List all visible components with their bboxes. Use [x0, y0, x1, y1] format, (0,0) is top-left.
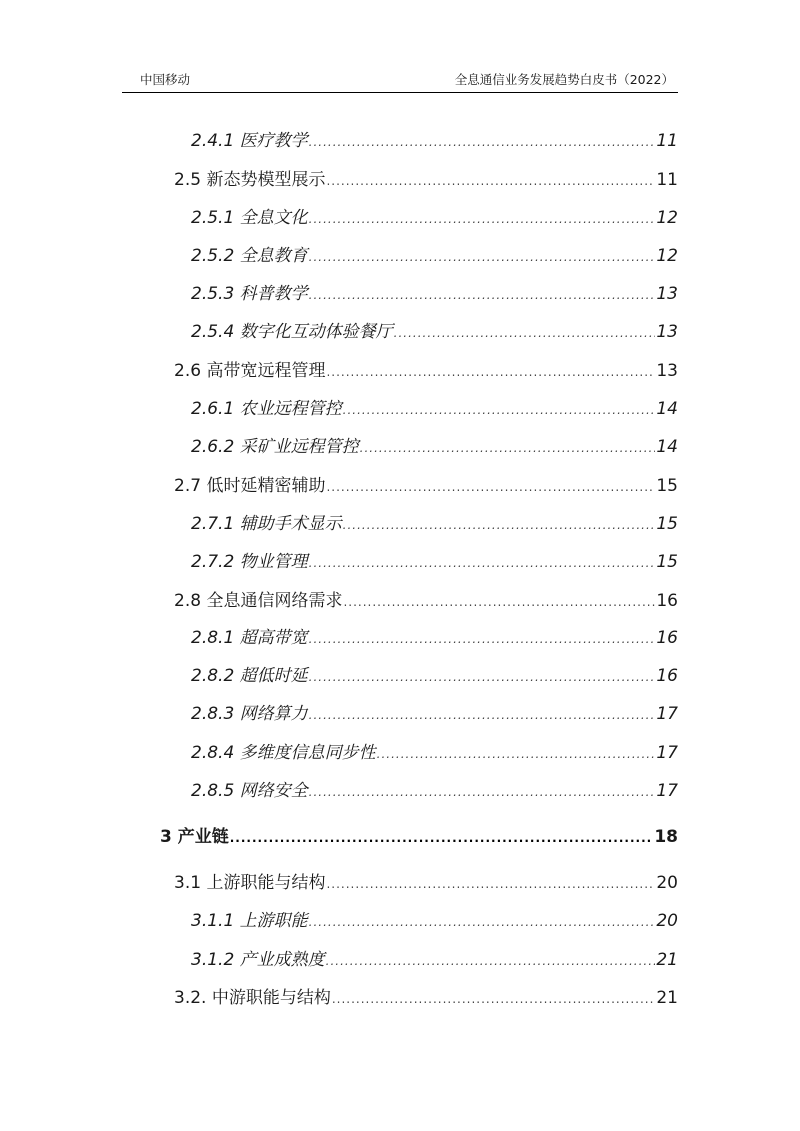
toc-dot-leader	[326, 168, 655, 194]
toc-entry[interactable]	[191, 511, 678, 537]
toc-entry[interactable]	[191, 778, 678, 804]
toc-entry-page: 21	[656, 950, 678, 970]
toc-entry-page: 17	[656, 743, 678, 763]
toc-dot-leader	[309, 779, 656, 805]
toc-entry-label: 2.8.4 多维度信息同步性	[191, 743, 376, 763]
toc-dot-leader	[326, 871, 655, 897]
toc-entry-label: 2.4.1 医疗教学	[191, 131, 308, 151]
toc-entry[interactable]	[191, 396, 678, 422]
toc-dot-leader	[309, 664, 656, 690]
toc-dot-leader	[309, 702, 656, 728]
toc-entry-label: 2.7.1 辅助手术显示	[191, 514, 342, 534]
header-left-text: 中国移动	[140, 72, 191, 87]
toc-entry[interactable]	[191, 625, 678, 651]
toc-entry-label: 2.8 全息通信网络需求	[174, 591, 343, 611]
toc-entry-page: 12	[656, 246, 678, 266]
toc-entry[interactable]	[191, 549, 678, 575]
toc-entry-label: 3 产业链	[160, 827, 229, 847]
toc-entry[interactable]	[191, 319, 678, 345]
toc-dot-leader	[343, 589, 655, 615]
toc-entry-label: 2.5.2 全息教育	[191, 246, 308, 266]
toc-entry-page: 15	[656, 552, 678, 572]
toc-dot-leader	[343, 397, 656, 423]
toc-entry-page: 11	[656, 170, 678, 190]
header-right-text: 全息通信业务发展趋势白皮书（2022）	[454, 72, 674, 87]
toc-dot-leader	[309, 626, 656, 652]
toc-entry[interactable]	[191, 740, 678, 766]
page-header	[122, 66, 678, 93]
toc-entry[interactable]	[174, 167, 678, 193]
toc-dot-leader	[377, 741, 656, 767]
toc-entry[interactable]	[191, 128, 678, 154]
toc-entry-page: 16	[656, 628, 678, 648]
toc-entry[interactable]	[174, 358, 678, 384]
toc-entry[interactable]	[174, 985, 678, 1011]
toc-entry-label: 2.5 新态势模型展示	[174, 170, 326, 190]
toc-entry-label: 2.8.1 超高带宽	[191, 628, 308, 648]
toc-entry-label: 2.5.4 数字化互动体验餐厅	[191, 322, 393, 342]
toc-entry[interactable]	[160, 824, 678, 850]
toc-entry-label: 2.8.2 超低时延	[191, 666, 308, 686]
toc-dot-leader	[360, 435, 656, 461]
toc-entry-page: 13	[656, 322, 678, 342]
toc-entry[interactable]	[191, 243, 678, 269]
toc-dot-leader	[326, 359, 655, 385]
toc-entry-label: 2.5.1 全息文化	[191, 208, 308, 228]
toc-dot-leader	[394, 320, 656, 346]
toc-entry[interactable]	[174, 588, 678, 614]
toc-entry-label: 2.7 低时延精密辅助	[174, 476, 326, 496]
toc-dot-leader	[309, 550, 656, 576]
toc-entry-label: 2.6 高带宽远程管理	[174, 361, 326, 381]
toc-entry-page: 13	[656, 361, 678, 381]
toc-entry[interactable]	[191, 701, 678, 727]
toc-dot-leader	[332, 986, 656, 1012]
toc-entry-page: 15	[656, 514, 678, 534]
toc-entry-page: 20	[656, 911, 678, 931]
toc-entry[interactable]	[174, 870, 678, 896]
toc-dot-leader	[326, 948, 656, 974]
toc-entry-page: 17	[656, 704, 678, 724]
toc-entry-page: 14	[656, 437, 678, 457]
toc-entry-label: 3.1 上游职能与结构	[174, 873, 326, 893]
toc-entry-page: 16	[656, 591, 678, 611]
toc-entry[interactable]	[191, 947, 678, 973]
toc-entry[interactable]	[191, 908, 678, 934]
toc-entry-label: 3.1.2 产业成熟度	[191, 950, 325, 970]
toc-dot-leader	[230, 825, 654, 851]
toc-entry-label: 2.7.2 物业管理	[191, 552, 308, 572]
toc-entry-page: 21	[656, 988, 678, 1008]
toc-dot-leader	[326, 474, 655, 500]
toc-dot-leader	[309, 244, 656, 270]
toc-entry-page: 15	[656, 476, 678, 496]
toc-entry[interactable]	[191, 434, 678, 460]
toc-entry-page: 14	[656, 399, 678, 419]
toc-entry-page: 17	[656, 781, 678, 801]
toc-entry[interactable]	[191, 663, 678, 689]
toc-dot-leader	[343, 512, 656, 538]
toc-entry-label: 2.8.3 网络算力	[191, 704, 308, 724]
toc-dot-leader	[309, 206, 656, 232]
toc-entry-label: 2.8.5 网络安全	[191, 781, 308, 801]
toc-entry-label: 3.1.1 上游职能	[191, 911, 308, 931]
toc-entry-label: 2.6.1 农业远程管控	[191, 399, 342, 419]
toc-entry-page: 16	[656, 666, 678, 686]
toc-entry-label: 2.5.3 科普教学	[191, 284, 308, 304]
toc-entry-label: 3.2. 中游职能与结构	[174, 988, 331, 1008]
toc-entry-page: 12	[656, 208, 678, 228]
toc-entry-page: 11	[656, 131, 678, 151]
toc-entry[interactable]	[191, 205, 678, 231]
toc-entry-page: 20	[656, 873, 678, 893]
toc-entry[interactable]	[174, 473, 678, 499]
toc-entry-page: 13	[656, 284, 678, 304]
toc-dot-leader	[309, 129, 656, 155]
toc-dot-leader	[309, 282, 656, 308]
toc-dot-leader	[309, 909, 656, 935]
toc-entry-page: 18	[654, 827, 678, 847]
toc-entry-label: 2.6.2 采矿业远程管控	[191, 437, 359, 457]
toc-entry[interactable]	[191, 281, 678, 307]
